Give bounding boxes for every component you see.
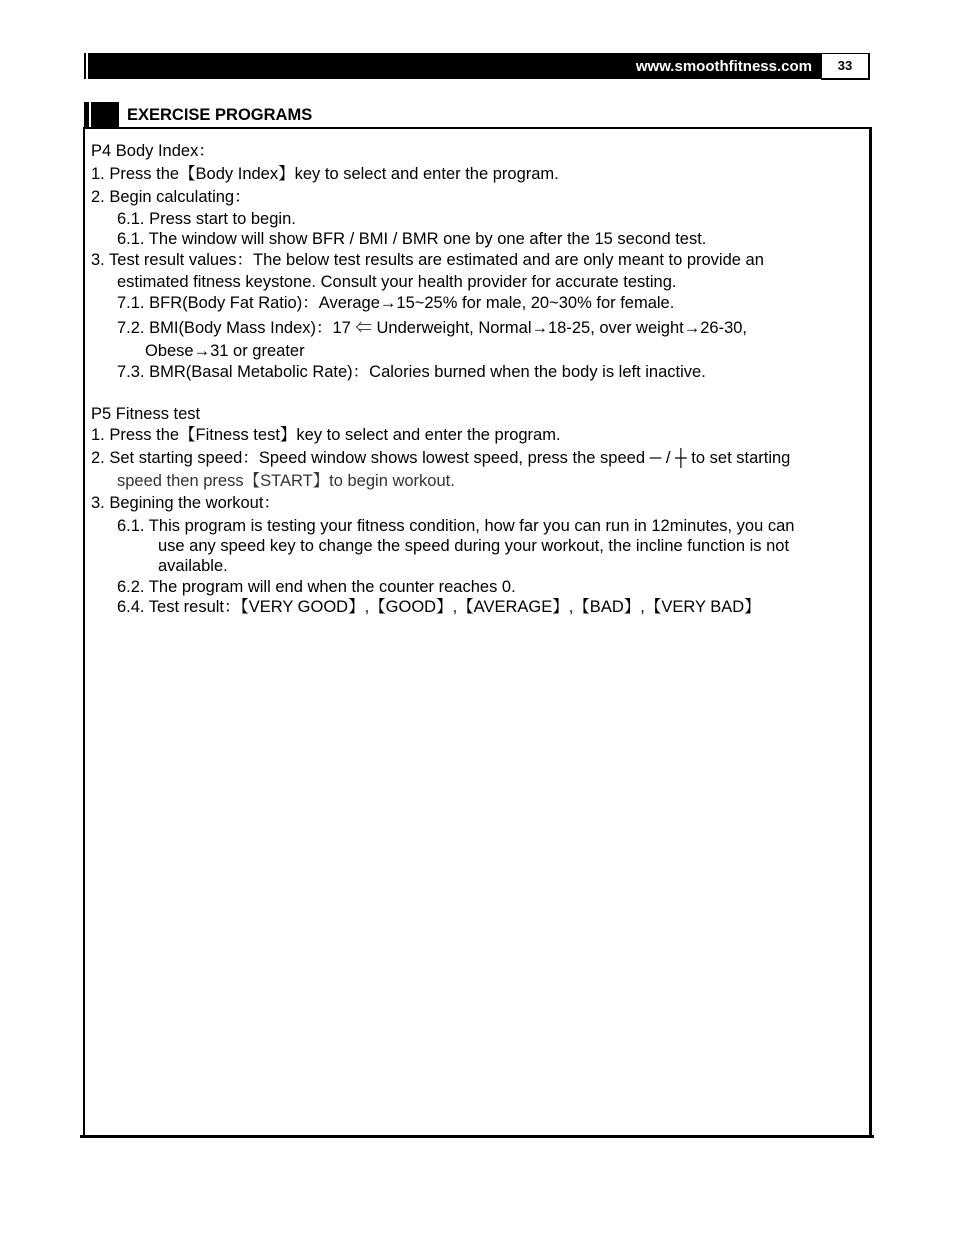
p5-step-2-line1: 2. Set starting speed：Speed window shows lowest speed, press the speed ─ / ┼ to set starting — [91, 449, 791, 467]
header-bar — [84, 53, 821, 79]
section-tab-marker — [84, 102, 119, 128]
header-bar-edge — [86, 53, 88, 79]
p4-step-3-2-line2: Obese→31 or greater — [145, 342, 305, 360]
bottom-rule — [80, 1135, 874, 1138]
p5-step-3-1-line1: 6.1. This program is testing your fitness condition, how far you can run in 12minutes, you can — [117, 517, 795, 535]
p4-step-3-line2: estimated fitness keystone. Consult your health provider for accurate testing. — [117, 273, 677, 291]
section-title: EXERCISE PROGRAMS — [127, 106, 313, 124]
page-number: 33 — [821, 53, 870, 80]
p5-step-1: 1. Press the【Fitness test】key to select and enter the program. — [91, 426, 561, 444]
p4-step-3-3: 7.3. BMR(Basal Metabolic Rate)：Calories burned when the body is left inactive. — [117, 363, 706, 381]
p4-step-3-1: 7.1. BFR(Body Fat Ratio)：Average→15~25% for male, 20~30% for female. — [117, 294, 675, 312]
p4-step-2-2: 6.1. The window will show BFR / BMI / BMR one by one after the 15 second test. — [117, 230, 707, 248]
p4-step-1: 1. Press the【Body Index】key to select and enter the program. — [91, 165, 559, 183]
p4-step-3-2-line1: 7.2. BMI(Body Mass Index)：17 ⇐ Underweight, Normal→18-25, over weight→26-30, — [117, 319, 748, 337]
header-url: www.smoothfitness.com — [635, 58, 812, 75]
p5-title: P5 Fitness test — [91, 405, 201, 423]
p4-step-3-line1: 3. Test result values：The below test results are estimated and are only meant to provide an — [91, 251, 764, 269]
p4-step-2: 2. Begin calculating： — [91, 188, 251, 206]
p5-step-3-1-line3: available. — [158, 557, 228, 575]
p4-title: P4 Body Index： — [91, 142, 215, 160]
p5-step-3-2: 6.2. The program will end when the counter reaches 0. — [117, 578, 516, 596]
p4-step-2-1: 6.1. Press start to begin. — [117, 210, 296, 228]
p5-step-3: 3. Begining the workout： — [91, 494, 280, 512]
p5-step-3-4: 6.4. Test result：【VERY GOOD】,【GOOD】,【AVERAGE】,【BAD】,【VERY BAD】 — [117, 598, 761, 616]
p5-step-3-1-line2: use any speed key to change the speed during your workout, the incline function is not — [158, 537, 790, 555]
p5-step-2-line2: speed then press【START】to begin workout. — [117, 472, 455, 490]
section-tab-edge — [89, 102, 91, 128]
